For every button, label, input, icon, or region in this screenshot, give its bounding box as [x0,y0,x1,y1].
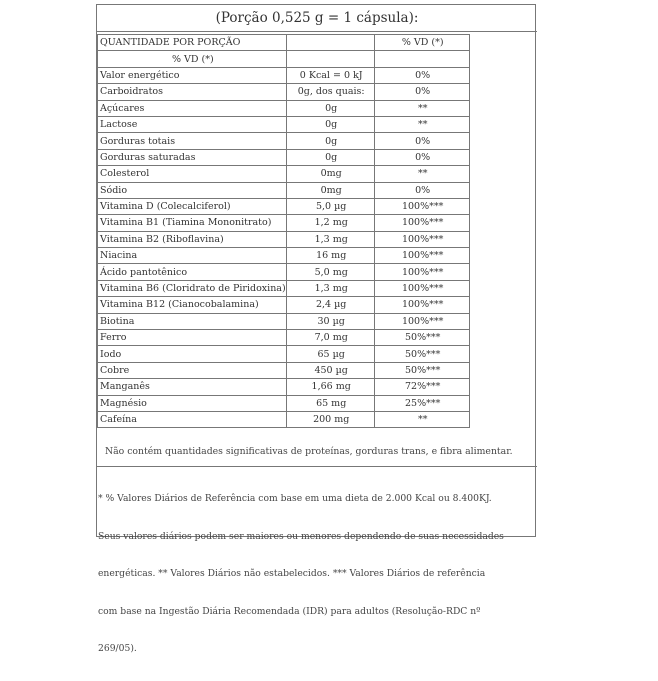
table-row [98,346,470,362]
subheader-vd: % VD (*) [98,51,287,67]
table-row [98,280,470,296]
nutrient-name: Ferro [98,330,287,346]
nutrient-amount: 16 mg [286,248,374,264]
nutrient-amount: 0g, dos quais: [286,84,374,100]
footnote-text [98,468,658,681]
nutrient-vd: 25%*** [374,395,469,411]
nutrient-name: Gorduras totais [98,133,287,149]
nutrient-vd: 100%*** [374,198,469,214]
table-subheader-row [98,51,470,67]
serving-size-title: (Porção 0,525 g = 1 cápsula): [97,5,537,32]
nutrient-name: Colesterol [98,166,287,182]
nutrient-vd: 100%*** [374,313,469,329]
nutrient-amount: 1,3 mg [286,280,374,296]
nutrient-vd: 0% [374,84,469,100]
table-row [98,264,470,280]
nutrient-amount: 0 Kcal = 0 kJ [286,67,374,83]
nutrient-name: Cafeína [98,411,287,427]
nutrient-vd: ** [374,166,469,182]
nutrient-name: Cobre [98,362,287,378]
footnote-line: com base na Ingestão Diária Recomendada (IDR) para adultos (Resolução-RDC nº [98,605,481,617]
table-row [98,248,470,264]
table-row [98,231,470,247]
nutrient-amount: 0mg [286,166,374,182]
table-row [98,182,470,198]
nutrient-vd: ** [374,100,469,116]
nutrient-vd: 72%*** [374,379,469,395]
subheader-empty-cell [374,51,469,67]
footnote-line: Seus valores diários podem ser maiores ou menores dependendo de suas necessidades [98,530,504,542]
nutrient-amount: 1,2 mg [286,215,374,231]
header-quantity-per-serving: QUANTIDADE POR PORÇÃO [98,35,287,51]
footnote-divider [97,466,537,467]
nutrient-amount: 0g [286,116,374,132]
table-header-row [98,35,470,51]
nutrient-name: Iodo [98,346,287,362]
table-row [98,362,470,378]
nutrient-vd: 0% [374,67,469,83]
nutrient-amount: 0g [286,100,374,116]
nutrient-vd: 50%*** [374,330,469,346]
nutrient-amount: 0g [286,149,374,165]
nutrient-amount: 1,3 mg [286,231,374,247]
table-row [98,84,470,100]
footnote-line: 269/05). [98,643,137,654]
nutrient-vd: 0% [374,149,469,165]
nutrient-vd: 100%*** [374,248,469,264]
subheader-empty-cell [286,51,374,67]
nutrient-name: Niacina [98,248,287,264]
not-significant-note: Não contém quantidades significativas de proteínas, gorduras trans, e fibra alimentar. [105,446,513,457]
nutrient-vd: ** [374,411,469,427]
nutrient-vd: 100%*** [374,280,469,296]
nutrient-vd: 50%*** [374,362,469,378]
nutrient-vd: 0% [374,182,469,198]
nutrient-amount: 2,4 µg [286,297,374,313]
table-row [98,198,470,214]
table-row [98,100,470,116]
nutrient-amount: 450 µg [286,362,374,378]
nutrient-vd: 100%*** [374,215,469,231]
table-row [98,116,470,132]
nutrient-amount: 7,0 mg [286,330,374,346]
nutrient-name: Açúcares [98,100,287,116]
table-row [98,395,470,411]
nutrient-amount: 65 µg [286,346,374,362]
nutrient-name: Lactose [98,116,287,132]
nutrient-vd: ** [374,116,469,132]
nutrient-name: Valor energético [98,67,287,83]
nutrient-vd: 0% [374,133,469,149]
nutrient-vd: 100%*** [374,231,469,247]
table-row [98,149,470,165]
table-row [98,313,470,329]
nutrient-name: Biotina [98,313,287,329]
table-row [98,297,470,313]
table-row [98,411,470,427]
table-row [98,166,470,182]
nutrient-amount: 5,0 mg [286,264,374,280]
nutrient-name: Gorduras saturadas [98,149,287,165]
nutrient-vd: 100%*** [374,264,469,280]
nutrient-name: Magnésio [98,395,287,411]
nutrient-amount: 65 mg [286,395,374,411]
nutrient-name: Ácido pantotênico [98,264,287,280]
table-row [98,133,470,149]
nutrient-name: Sódio [98,182,287,198]
nutrient-name: Carboidratos [98,84,287,100]
nutrient-name: Vitamina B2 (Riboflavina) [98,231,287,247]
footnote-line: energéticas. ** Valores Diários não estabelecidos. *** Valores Diários de referência [98,568,486,579]
nutrient-amount: 0g [286,133,374,149]
table-row [98,215,470,231]
footnote-line: * % Valores Diários de Referência com base em uma dieta de 2.000 Kcal ou 8.400KJ. [98,493,492,504]
nutrient-name: Vitamina D (Colecalciferol) [98,198,287,214]
nutrient-name: Manganês [98,379,287,395]
nutrition-table [97,34,470,428]
table-row [98,67,470,83]
table-row [98,379,470,395]
nutrient-amount: 5,0 µg [286,198,374,214]
nutrient-amount: 200 mg [286,411,374,427]
nutrient-amount: 0mg [286,182,374,198]
header-empty-cell [286,35,374,51]
nutrient-name: Vitamina B1 (Tiamina Mononitrato) [98,215,287,231]
nutrient-amount: 30 µg [286,313,374,329]
nutrient-vd: 100%*** [374,297,469,313]
nutrient-vd: 50%*** [374,346,469,362]
nutrient-name: Vitamina B12 (Cianocobalamina) [98,297,287,313]
nutrient-name: Vitamina B6 (Cloridrato de Piridoxina) [98,280,287,296]
nutrition-facts-panel [96,4,536,654]
table-row [98,330,470,346]
header-vd: % VD (*) [374,35,469,51]
nutrient-amount: 1,66 mg [286,379,374,395]
